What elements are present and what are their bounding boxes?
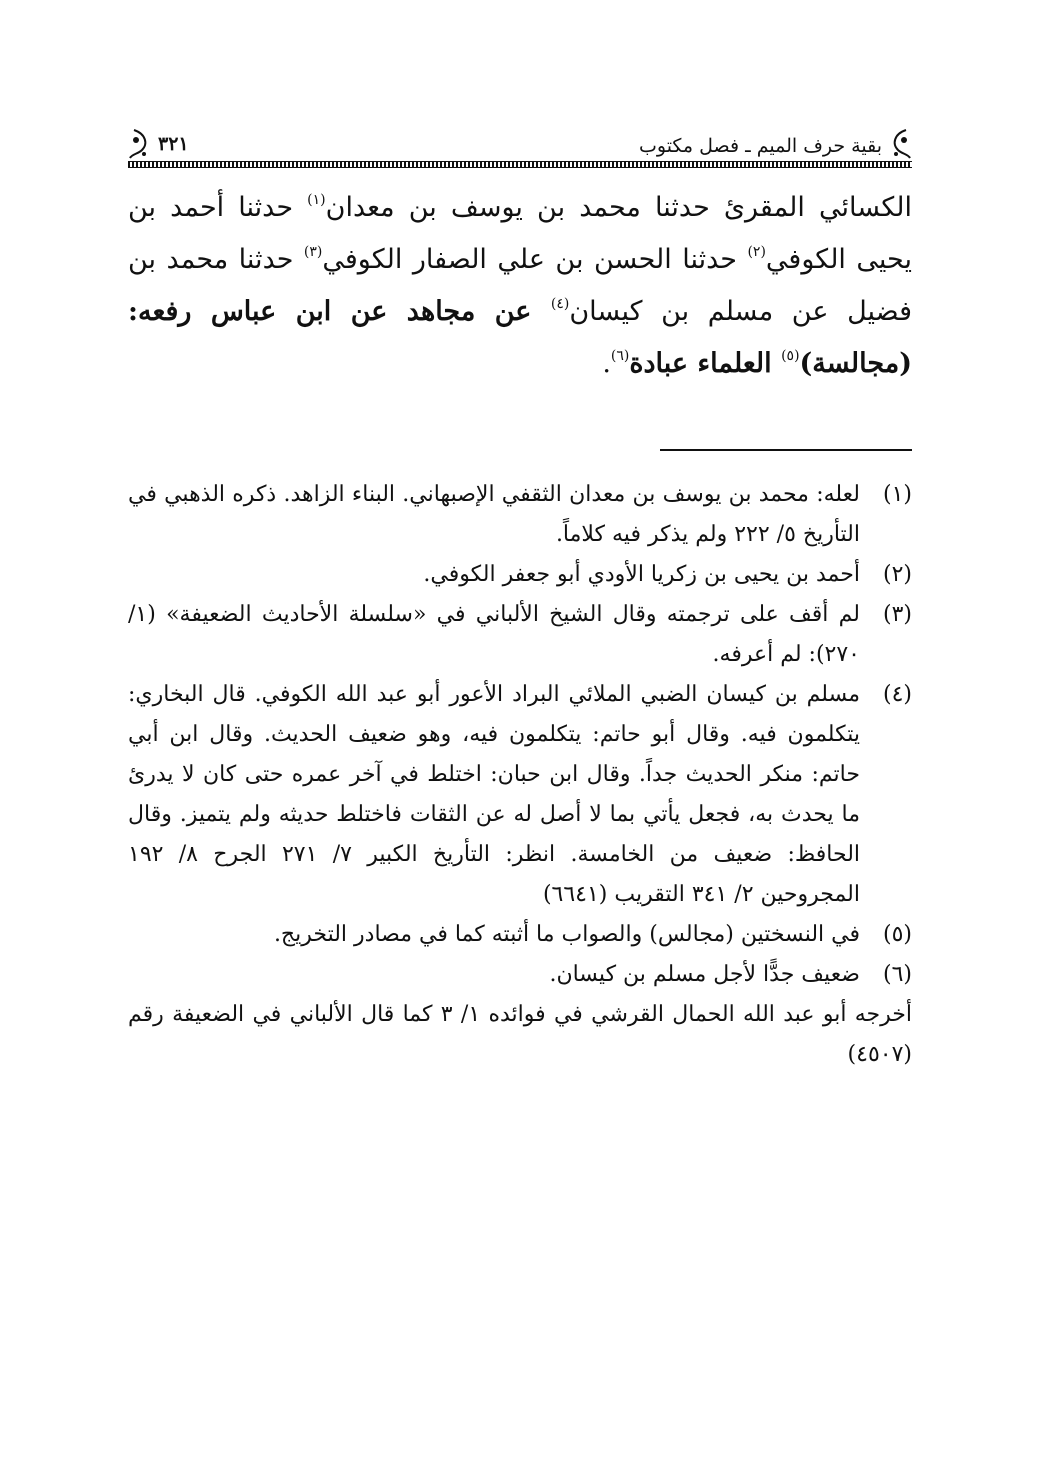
footnote: [128, 915, 912, 955]
footnote-number: (٥): [882, 922, 912, 947]
footnote-number: (٢): [882, 562, 912, 587]
running-header: [128, 128, 912, 172]
footnote: [128, 675, 912, 915]
footnotes: [128, 475, 912, 1075]
main-text-segment: حدثنا محمد بن فضيل عن مسلم بن كيسان: [128, 244, 912, 327]
footnote-number: (٦): [882, 962, 912, 987]
main-text-segment: العلماء عبادة: [629, 348, 782, 379]
footnote-text: ضعيف جدًّا لأجل مسلم بن كيسان.: [549, 962, 860, 987]
footnote-text: لعله: محمد بن يوسف بن معدان الثقفي الإصبهاني. البناء الزاهد. ذكره الذهبي في التأريخ ٥/ ٢٢٢ ولم يذكر فيه كلاماً.: [128, 482, 860, 547]
footnote: [128, 475, 912, 555]
main-text-segment: .: [602, 348, 611, 379]
footnote-text: مسلم بن كيسان الضبي الملائي البراد الأعور أبو عبد الله الكوفي. قال البخاري: يتكلمون فيه. وقال أبو حاتم: يتكلمون فيه، وهو ضعيف الحديث. وقال ابن أبي حاتم: منكر الحديث جداً. وقال ابن حبان: اختلط في آخر عمره حتى كان لا يدرئ ما يحدث به، فجعل يأتي بما لا أصل له عن الثقات فاختلط حديثه ولم يتميز. وقال الحافظ: ضعيف من الخامسة. انظر: التأريخ الكبير ٧/ ٢٧١ الجرح ٨/ ١٩٢ المجروحين ٢/ ٣٤١ التقريب (٦٦٤١): [128, 682, 861, 907]
header-rule: [128, 161, 912, 168]
footnote: [128, 595, 912, 675]
footnote: [128, 955, 912, 995]
main-text-segment: الكسائي المقرئ حدثنا محمد بن يوسف بن معدان: [325, 192, 912, 223]
footnote-text: لم أقف على ترجمته وقال الشيخ الألباني في «سلسلة الأحاديث الضعيفة» (١/ ٢٧٠): لم أعرفه.: [128, 602, 860, 667]
main-text: [128, 182, 912, 390]
trailing-text: أخرجه أبو عبد الله الحمال القرشي في فوائده ١/ ٣ كما قال الألباني في الضعيفة رقم (٤٥٠٧): [128, 1002, 912, 1067]
footnote-ref: (١): [307, 192, 326, 208]
main-text-segment: حدثنا أحمد بن يحيى الكوفي: [128, 192, 912, 275]
footnote-number: (٤): [882, 682, 912, 707]
header-ornament-right-icon: [886, 128, 912, 160]
page-number: ٣٢١: [158, 133, 189, 155]
footnote-ref: (٥): [781, 348, 800, 364]
footnote-ref: (٣): [303, 244, 323, 260]
header-title: بقية حرف الميم ـ فصل مكتوب: [639, 135, 882, 157]
main-text-segment: عن مجاهد عن ابن عباس رفعه: (مجالسة): [128, 296, 912, 379]
header-ornament-left-icon: [128, 128, 154, 160]
footnote-ref: (٤): [550, 296, 570, 312]
main-text-segment: حدثنا الحسن بن علي الصفار الكوفي: [322, 244, 748, 275]
footnote-text: في النسختين (مجالس) والصواب ما أثبته كما في مصادر التخريج.: [273, 922, 860, 947]
footnote-separator: [660, 449, 912, 451]
footnote-number: (٣): [882, 602, 912, 627]
footnote: [128, 555, 912, 595]
footnote-ref: (٦): [610, 348, 630, 364]
footnote-text: أحمد بن يحيى بن زكريا الأودي أبو جعفر الكوفي.: [423, 562, 860, 587]
footnote-ref: (٢): [747, 244, 766, 260]
footnote-number: (١): [882, 482, 912, 507]
